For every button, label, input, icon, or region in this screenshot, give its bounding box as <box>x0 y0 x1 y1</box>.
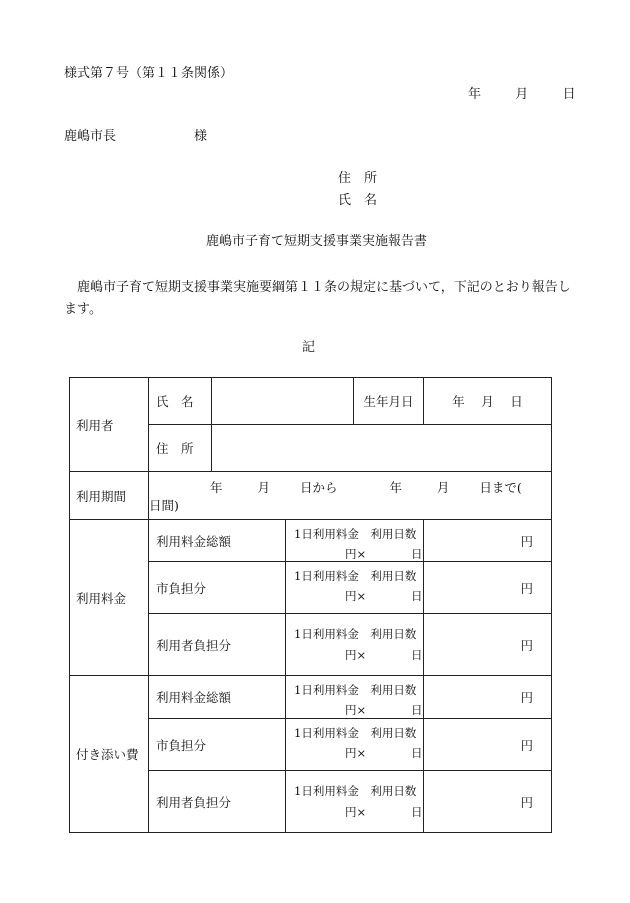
birthdate-field[interactable]: 年 月 日 <box>424 378 552 425</box>
period-month1: 月 <box>257 479 270 495</box>
user-name-label: 氏 名 <box>149 378 212 425</box>
period-label: 利用期間 <box>70 472 149 520</box>
applicant-name-label: 氏 名 <box>338 193 378 208</box>
addressee-honorific: 様 <box>194 129 208 144</box>
fee-calc-cell[interactable] <box>286 520 424 562</box>
user-address-field[interactable] <box>212 425 552 472</box>
period-until: 日まで( <box>479 479 522 495</box>
form-number: 様式第７号（第１１条関係） <box>64 66 234 81</box>
user-label: 利用者 <box>70 378 149 472</box>
period-year2: 年 <box>389 479 402 495</box>
report-date <box>468 88 576 101</box>
day-unit: 日 <box>411 746 423 760</box>
fee-total-cell[interactable]: 円 <box>424 719 552 771</box>
fee-row-label: 利用者負担分 <box>149 614 286 676</box>
yen-times: 円× <box>345 547 367 561</box>
addressee-name: 鹿嶋市長 <box>64 129 117 144</box>
date-year-label: 年 <box>468 87 482 102</box>
fee-section-label: 利用料金 <box>70 520 149 676</box>
body-text: 鹿嶋市子育て短期支援事業実施要綱第１１条の規定に基づいて，下記のとおり報告します。 <box>64 280 571 317</box>
fee-calc-cell[interactable] <box>286 676 424 719</box>
fee-calc-cell[interactable] <box>286 562 424 614</box>
day-unit: 日 <box>411 648 423 662</box>
yen-times: 円× <box>345 805 367 819</box>
fee-row-label: 利用者負担分 <box>149 771 286 833</box>
day-unit: 日 <box>411 805 423 819</box>
period-days: 日間) <box>149 497 179 513</box>
calc-header: 1日利用料金 利用日数 <box>294 784 417 798</box>
calc-header: 1日利用料金 利用日数 <box>294 527 417 541</box>
calc-header: 1日利用料金 利用日数 <box>294 726 417 740</box>
yen-times: 円× <box>345 589 367 603</box>
period-year1: 年 <box>209 479 223 495</box>
period-field[interactable] <box>149 472 552 520</box>
ki-marker: 記 <box>302 340 316 355</box>
date-month-label: 月 <box>515 87 529 102</box>
fee-total-cell[interactable]: 円 <box>424 676 552 719</box>
user-address-label: 住 所 <box>149 425 212 472</box>
yen-times: 円× <box>345 746 367 760</box>
fee-row-label: 利用料金総額 <box>149 520 286 562</box>
fee-total-cell[interactable]: 円 <box>424 771 552 833</box>
date-day-label: 日 <box>562 87 576 102</box>
yen-times: 円× <box>345 648 367 662</box>
fee-calc-cell[interactable] <box>286 719 424 771</box>
fee-calc-cell[interactable] <box>286 614 424 676</box>
fee-total-cell[interactable]: 円 <box>424 520 552 562</box>
attendance-section-label: 付き添い費 <box>70 676 149 833</box>
fee-total-cell[interactable]: 円 <box>424 614 552 676</box>
period-month2: 月 <box>436 479 450 495</box>
report-table <box>69 377 552 833</box>
fee-row-label: 市負担分 <box>149 562 286 614</box>
document-title: 鹿嶋市子育て短期支援事業実施報告書 <box>206 234 428 249</box>
calc-header: 1日利用料金 利用日数 <box>294 683 417 697</box>
yen-times: 円× <box>345 703 367 717</box>
fee-row-label: 市負担分 <box>149 719 286 771</box>
fee-total-cell[interactable]: 円 <box>424 562 552 614</box>
birthdate-label: 生年月日 <box>354 378 424 425</box>
calc-header: 1日利用料金 利用日数 <box>294 627 417 641</box>
day-unit: 日 <box>411 547 423 561</box>
period-from: 日から <box>299 479 338 495</box>
calc-header: 1日利用料金 利用日数 <box>294 569 417 583</box>
day-unit: 日 <box>411 703 423 717</box>
applicant-address-label: 住 所 <box>338 171 378 186</box>
fee-calc-cell[interactable] <box>286 771 424 833</box>
day-unit: 日 <box>411 589 423 603</box>
fee-row-label: 利用料金総額 <box>149 676 286 719</box>
user-name-field[interactable] <box>212 378 354 425</box>
